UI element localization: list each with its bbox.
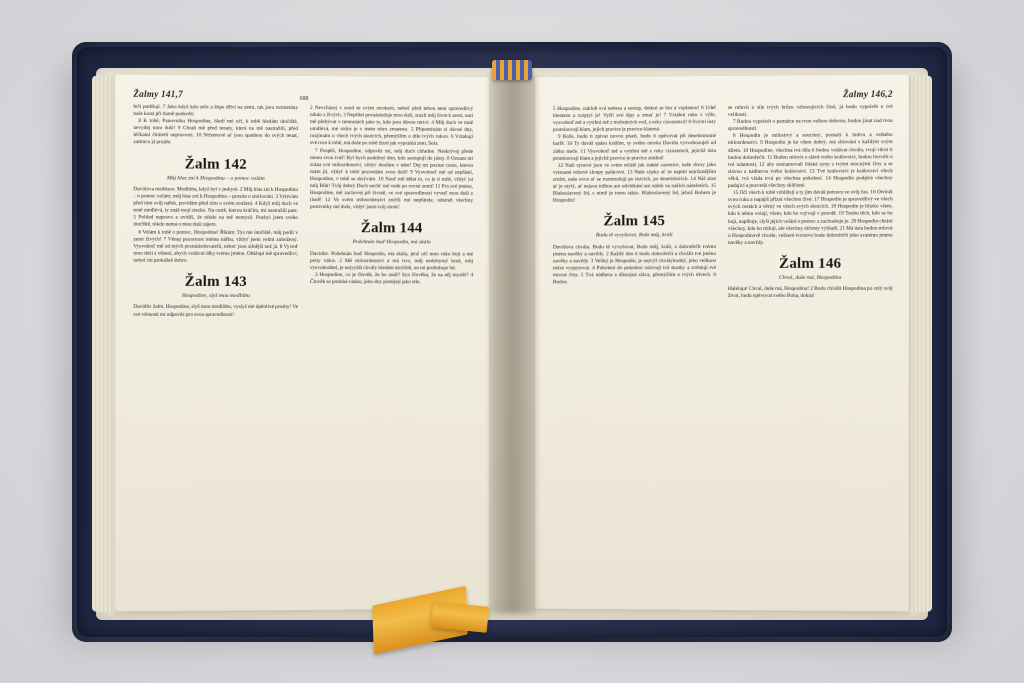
paragraph: 9 Bože, budu ti zpívat novou píseň, budu ti opěvovat při desetistrunné harfě. 10 Ty dáváš spásu králům, ty svého otroka Davida vysvobozuješ od zlého meče. 11 Vysvoboď mě a vytrhni mě z ruky cizozemců, jejichž ústa promlouvají klam a jejichž pravice je pravice zrádná! [552,133,717,162]
right-column-2 [728,104,893,598]
chapter-heading: Žalm 142 [184,155,247,173]
paragraph: Haleluja! Chval, duše má, Hospodina! 2 Budu chválit Hospodina po celý svůj život, budu opěvovat svého Boha, dokud [727,286,893,300]
right-columns [553,104,893,598]
book-gutter [490,74,536,614]
paragraph: Davidova chvála. Budu tě vyvyšovat, Bože můj, králi, a dobrořečit tvému jménu navěky a navždy. 2 Každý den ti budu dobrořečit a chválit tvé jméno navěky a navždy. 3 Veliký je Hospodin, je nejvýš chvályhodný, jeho velikost nelze vyzpytovat. 4 Pokolení do pokolení oslavují tvé skutky a zvěstují tvé mocné činy. 5 Tvá nádhera a důstojná sláva, přemýšlím o tvých divech. 6 Budou [552,243,717,286]
left-column-1 [133,104,298,598]
chapter-heading: Žalm 146 [779,255,842,272]
right-running-head: Žalmy 146,2 [843,88,893,100]
paragraph: 2 Nevcházej v soud se svým otrokem, neboť před tebou není spravedlivý nikdo z živých. 3 Nepřítel pronásleduje mou duši, srazil můj život k zemi, nutí mě přebývat v temnotách jako ty, kdo jsou dávno mrtví. 4 Můj duch ve mně umdlévá, mé srdce je v mém nitru zmateno. 5 Připomínám si dávné dny, rozjímám o všech tvých skutcích, přemýšlím o díle tvých rukou. 6 Vztahuji své ruce k tobě, má duše po tobě žízní jak vyprahlá zem. Sela. [309,105,474,148]
paragraph: 3 Hospodine, co je člověk, že ho znáš? Syn člověka, že na něj myslíš? 4 Člověk se podobá vánku, jeho dny pomíjejí jako stín. [309,272,474,286]
chapter-heading: Žalm 143 [184,273,247,290]
paragraph: 5 Hospodine, nakloň svá nebesa a sestup, dotkni se hor a vzplanou! 6 Udeř bleskem a rozptyl je! Vyšli své šípy a zmať je! 7 Vztáhni ruku z výše, vysvoboď mě a vytrhni mě z mohutných vod, z ruky cizozemců! 8 Svými ústy promlouvají klam, jejich pravice je pravice klamná. [552,105,717,134]
chapter-subtitle: Můj hlas zní k Hospodinu – o pomoc volám [166,174,265,182]
left-running-head: Žalmy 141,7 [133,88,183,100]
chapter-subtitle: Chval, duše má, Hospodina [779,274,842,281]
left-columns [133,104,473,598]
chapter-subtitle: Požehnán buď Hospodin, má skála [352,239,431,246]
chapter-subtitle: Budu tě vyvyšovat, Bože můj, králi [595,232,673,239]
paragraph: 7 Budou vyprávět o památce na tvou velkou dobrotu, budou jásat nad tvou spravedlností. [727,118,893,133]
paragraph: 12 Naši synové jsou ve svém mládí jak statné sazenice, naše dcery jako vytesané rohové sloupy palácové. 13 Naše sýpky ať se naplní nejrůznějším zrním, naše ovce ať se rozmnožují po tisících, po desetitisících. 14 Náš skot ať je otylý, ať nejsou tržbou ani odvlékání ani nářek na našich náměstích. 15 Blahoslavený lid, s nímž je tomu takto. Blahoslavený lid, jehož Bohem je Hospodin! [552,161,717,204]
paragraph: 15 Oči všech k tobě vzhlížejí a ty jim dáváš potravu ve svůj čas. 16 Otvíráš svou ruku a napájíš přízní všechno živé. 17 Hospodin je spravedlivý ve všech svých cestách a věrný ve všech svých skutcích. 18 Hospodin je blízko všem, kdo k němu volají, všem, kdo ho vzývají v pravdě. 19 Touhu těch, kdo se ho bojí, naplňuje, slyší jejich volání o pomoc a zachraňuje je. 20 Hospodin chrání všechny, kdo ho milují, ale všechny ničemy vyhladí. 21 Má ústa budou mluvit o Hospodinově chvále, veškeré tvorstvo bude dobrořečit jeho svatému jménu navěky a navždy. [727,189,893,246]
right-page [535,75,909,612]
left-folio: 688 [299,95,309,103]
paragraph: řeči potěšují. 7 Jako když kdo seče a štípe dříví na zemi, tak jsou rozmetány naše kosti při tlamě podsvětí. [133,103,299,118]
paragraph: 8 K tobě, Panovníku Hospodine, hledí mé oči, k tobě hledám útočiště, nevydej mou duši! 9 Chraň mě před tenaty, která na mě nastražili, před léčkami činitelů nepravosti. 10 Ničemové ať jsou spadnou do svých tenat, zatímco já projdu. [133,118,299,146]
paragraph: se mluvit o síle tvých hrůzu vzbuzujících činů, já budu vyprávět o tvé velikosti. [727,103,893,119]
right-column-1 [553,105,716,597]
headband [492,60,532,80]
chapter-subtitle: Hospodine, slyš mou modlitbu [181,292,250,299]
left-column-2 [310,105,473,597]
left-page [115,75,489,612]
page-stack-right [906,76,932,613]
chapter-heading: Žalm 144 [360,220,423,237]
paragraph: 6 Volám k tobě o pomoc, Hospodine! Říkám: Tys mé útočiště, můj podíl v zemi živých! 7 Věnuj pozornost mému nářku, vždyť jsem velmi zubožený. Vysvoboď mě od mých pronásledovatelů, neboť jsou silnější než já. 8 Vyveď mou duši z vězení, abych vzdával díky tvému jménu. Obklopí mě spravedliví, neboť mi prokážeš dobro. [133,229,299,264]
page-stack-left [92,76,118,613]
paragraph: Davidův žalm. Hospodine, slyš mou modlitbu, vyslyš mé úpěnlivé prosby! Ve své věrnosti mi odpověz pro svou spravedlnost! [133,304,299,318]
paragraph: 8 Hospodin je milostivý a soucitný, pomalý k hněvu a velkého milosrdenství. 9 Hospodin je ke všem dobrý, má slitování s každým svým dílem. 10 Hospodine, všechna tvá díla ti budou vzdávat chválu, tvoji věrní ti budou dobrořečit. 11 Budou mluvit o slávě tvého království, budou hovořit o tvé udatnosti, 12 aby seznamovali lidské syny s tvými mocnými činy a se slávou a nádherou tvého království. 13 Tvé království je království všech věků, tvá vláda trvá po všechna pokolení. 14 Hospodin podpírá všechny padající a pozvedá všechny sklíčené. [727,132,893,190]
paragraph: Davidův. Požehnán buď Hospodin, má skála, jenž učí mou ruku boji a mé prsty válce. 2 Mé milosrdenství a má tvrz, můj nedobytný hrad, můj vysvoboditel, je nejvyšší chvály hledám útočiště, on mi podrobuje lid. [309,250,474,272]
paragraph: Davidova meditace. Modlitba, když byl v jeskyni. 2 Můj hlas zní k Hospodinu – o pomoc volám; můj hlas zní k Hospodinu – prosím o smilování. 3 Vylévám před ním svůj nářek, povídám před ním o svém soužení. 4 Když můj duch ve mně umdlévá, ty znáš moji stezku. Na cestě, kterou kráčím, mi nastražili past. 5 Pohled napravo a uvidíš, že nikdo na mě nemyslí. Pozbyl jsem svého útočiště, nikdo nemá o mou duši zájem. [133,186,299,229]
paragraph: 7 Pospěš, Hospodine, odpověz mi, můj duch chřadne. Neskrývej přede mnou svou tvář! Byl bych podobný těm, kdo sestupují do jámy. 8 Oznam mi zrána své milosrdenství, vždyť doufám v tebe! Dej mi poznat cestu, kterou mám jít, vždyť k tobě pozvedám svou duši! 9 Vysvoboď mě od nepřátel, Hospodine, v tobě se skrývám. 10 Nauč mě dělat to, co je ti milé, vždyť jsi můj Bůh! Tvůj dobrý Duch nechť mě vede po rovné zemi! 11 Pro své jméno, Hospodine, mě zachovej při životě, ve své spravedlnosti vyveď mou duši z tísně! 12 Ve svém milosrdenství zničíš mé nepřátele, odstraň všechny protivníky mé duše, vždyť jsem tvůj otrok! [309,147,474,211]
chapter-heading: Žalm 145 [603,213,666,230]
